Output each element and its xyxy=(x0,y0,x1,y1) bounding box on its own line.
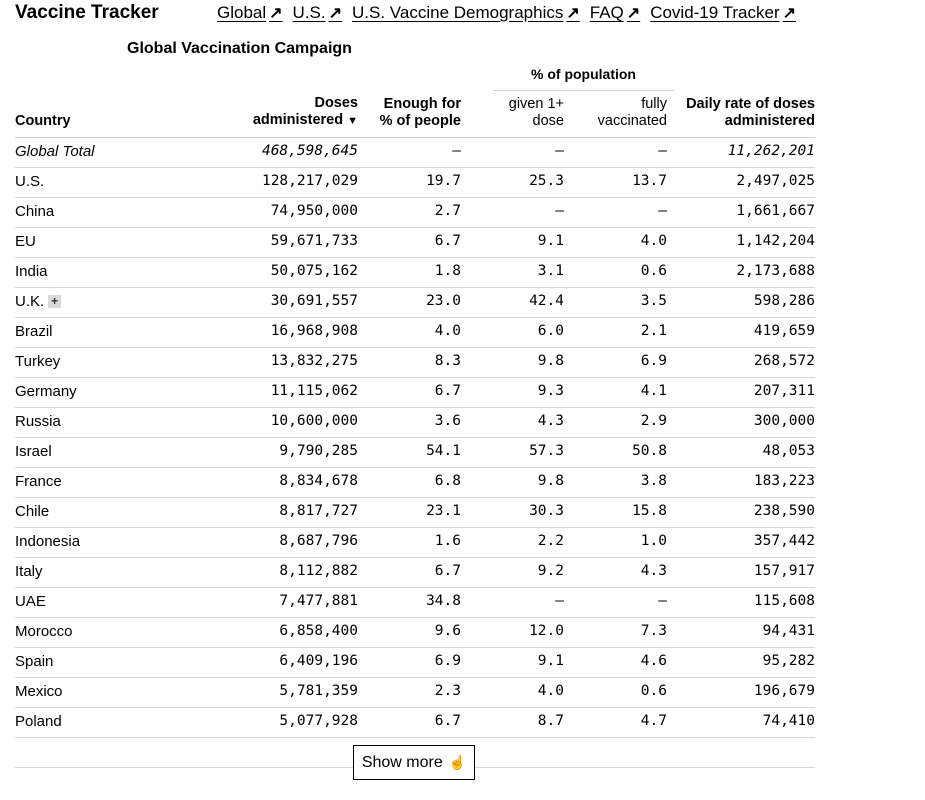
cell-country: Brazil xyxy=(15,323,53,340)
cell-enough: 9.6 xyxy=(434,623,461,639)
cell-enough: 6.7 xyxy=(434,233,461,249)
top-nav xyxy=(15,2,815,26)
cell-doses: 13,832,275 xyxy=(270,353,358,369)
table-row-global-total xyxy=(15,138,815,168)
col-header-country[interactable]: Country xyxy=(15,113,71,129)
cell-doses: 8,687,796 xyxy=(279,533,358,549)
nav-link-us-demographics[interactable] xyxy=(352,3,580,23)
cell-fully: 4.0 xyxy=(640,233,667,249)
cell-country: Turkey xyxy=(15,353,61,370)
cell-enough: 34.8 xyxy=(426,593,461,609)
cell-country: U.K. + xyxy=(15,293,61,310)
cell-country: Germany xyxy=(15,383,77,400)
table-row xyxy=(15,378,815,408)
cell-given: 9.2 xyxy=(537,563,564,579)
cell-doses: 128,217,029 xyxy=(261,173,358,189)
arrow-up-right-icon: ↗ xyxy=(626,5,641,22)
table-row xyxy=(15,528,815,558)
cell-fully: 7.3 xyxy=(640,623,667,639)
cell-doses: 9,790,285 xyxy=(279,443,358,459)
table-row xyxy=(15,258,815,288)
population-group-header: % of population xyxy=(531,66,636,82)
cell-fully: – xyxy=(658,143,667,159)
cell-country: China xyxy=(15,203,55,220)
cell-enough: 3.6 xyxy=(434,413,461,429)
cell-doses: 10,600,000 xyxy=(270,413,358,429)
nav-link-label: U.S. Vaccine Demographics xyxy=(352,3,564,22)
cell-daily: 74,410 xyxy=(762,713,815,729)
cell-enough: 19.7 xyxy=(426,173,461,189)
cell-enough: 1.8 xyxy=(434,263,461,279)
table-row xyxy=(15,438,815,468)
arrow-up-right-icon: ↗ xyxy=(782,5,797,22)
cell-doses: 6,858,400 xyxy=(279,623,358,639)
table-header-row xyxy=(15,96,815,138)
cell-enough: 6.8 xyxy=(434,473,461,489)
arrow-up-right-icon: ↗ xyxy=(566,5,580,22)
cell-given: 9.3 xyxy=(537,383,564,399)
cell-given: 4.0 xyxy=(537,683,564,699)
sort-desc-icon: ▼ xyxy=(347,115,358,127)
nav-link-label: U.S. xyxy=(292,3,326,22)
cell-daily: 1,142,204 xyxy=(736,233,815,249)
col-header-enough[interactable]: Enough for % of people xyxy=(379,96,461,129)
cell-fully: 4.6 xyxy=(640,653,667,669)
table-row xyxy=(15,348,815,378)
cell-enough: 54.1 xyxy=(426,443,461,459)
cell-fully: 50.8 xyxy=(632,443,667,459)
cell-daily: 95,282 xyxy=(762,653,815,669)
cell-country: Indonesia xyxy=(15,533,81,550)
cell-country: EU xyxy=(15,233,36,250)
cell-enough: 6.7 xyxy=(434,383,461,399)
cell-daily: 300,000 xyxy=(753,413,815,429)
vaccination-table xyxy=(15,96,815,768)
cell-fully: 0.6 xyxy=(640,263,667,279)
cell-given: 25.3 xyxy=(529,173,564,189)
pointer-hand-icon: ☝ xyxy=(448,754,467,770)
table-row xyxy=(15,288,815,318)
cell-given: – xyxy=(555,203,564,219)
cell-enough: 6.9 xyxy=(434,653,461,669)
cell-given: 8.7 xyxy=(537,713,564,729)
cell-daily: 2,173,688 xyxy=(736,263,815,279)
cell-fully: – xyxy=(658,203,667,219)
cell-country: Russia xyxy=(15,413,61,430)
cell-enough: 6.7 xyxy=(434,713,461,729)
table-row xyxy=(15,318,815,348)
cell-enough: 1.6 xyxy=(434,533,461,549)
cell-given: – xyxy=(555,593,564,609)
cell-given: 6.0 xyxy=(537,323,564,339)
cell-given: 4.3 xyxy=(537,413,564,429)
cell-enough: – xyxy=(452,143,461,159)
cell-country: Spain xyxy=(15,653,54,670)
show-more-label: Show more xyxy=(361,753,443,771)
cell-fully: 4.7 xyxy=(640,713,667,729)
cell-enough: 2.7 xyxy=(434,203,461,219)
cell-daily: 268,572 xyxy=(753,353,815,369)
cell-fully: 4.1 xyxy=(640,383,667,399)
cell-given: 57.3 xyxy=(529,443,564,459)
cell-fully: 6.9 xyxy=(640,353,667,369)
group-header-divider xyxy=(493,90,674,91)
nav-link-faq[interactable] xyxy=(590,3,640,23)
cell-daily: 1,661,667 xyxy=(736,203,815,219)
cell-country: Chile xyxy=(15,503,50,520)
cell-country: U.S. xyxy=(15,173,45,190)
cell-doses: 5,077,928 xyxy=(279,713,358,729)
table-row xyxy=(15,228,815,258)
cell-given: 42.4 xyxy=(529,293,564,309)
brand-title[interactable]: Vaccine Tracker xyxy=(15,2,159,23)
cell-given: – xyxy=(555,143,564,159)
table-row xyxy=(15,168,815,198)
cell-doses: 74,950,000 xyxy=(270,203,358,219)
table-row xyxy=(15,588,815,618)
cell-enough: 23.1 xyxy=(426,503,461,519)
nav-link-covid-tracker[interactable] xyxy=(650,3,796,23)
cell-fully: 3.8 xyxy=(640,473,667,489)
cell-doses: 30,691,557 xyxy=(270,293,358,309)
nav-link-label: Global xyxy=(217,3,267,22)
nav-link-us[interactable] xyxy=(293,3,342,23)
cell-fully: 4.3 xyxy=(640,563,667,579)
cell-given: 30.3 xyxy=(529,503,564,519)
table-row xyxy=(15,198,815,228)
cell-fully: 2.1 xyxy=(640,323,667,339)
cell-daily: 598,286 xyxy=(753,293,815,309)
cell-doses: 6,409,196 xyxy=(279,653,358,669)
expand-plus-icon[interactable]: + xyxy=(48,295,61,308)
cell-daily: 196,679 xyxy=(753,683,815,699)
cell-fully: 13.7 xyxy=(632,173,667,189)
col-header-doses[interactable]: Doses administered ▼ xyxy=(252,95,358,128)
cell-country: Italy xyxy=(15,563,43,580)
table-row xyxy=(15,498,815,528)
cell-daily: 2,497,025 xyxy=(736,173,815,189)
table-row xyxy=(15,468,815,498)
col-header-fully[interactable]: fully vaccinated xyxy=(597,96,667,129)
cell-given: 9.8 xyxy=(537,353,564,369)
cell-fully: 0.6 xyxy=(640,683,667,699)
cell-daily: 94,431 xyxy=(762,623,815,639)
col-header-given[interactable]: given 1+ dose xyxy=(508,96,564,129)
table-row xyxy=(15,678,815,708)
cell-doses: 59,671,733 xyxy=(270,233,358,249)
cell-doses: 50,075,162 xyxy=(270,263,358,279)
cell-fully: – xyxy=(658,593,667,609)
nav-link-label: Covid-19 Tracker xyxy=(650,3,780,22)
cell-doses: 5,781,359 xyxy=(279,683,358,699)
cell-country: Israel xyxy=(15,443,52,460)
cell-country: Mexico xyxy=(15,683,63,700)
cell-given: 3.1 xyxy=(537,263,564,279)
table-row xyxy=(15,708,815,738)
cell-given: 12.0 xyxy=(529,623,564,639)
table-row xyxy=(15,648,815,678)
cell-daily: 11,262,201 xyxy=(727,143,815,159)
table-row xyxy=(15,408,815,438)
cell-given: 9.1 xyxy=(537,653,564,669)
nav-links xyxy=(217,3,806,23)
cell-daily: 357,442 xyxy=(753,533,815,549)
cell-country: Global Total xyxy=(15,143,95,160)
cell-country: UAE xyxy=(15,593,46,610)
cell-daily: 157,917 xyxy=(753,563,815,579)
cell-doses: 16,968,908 xyxy=(270,323,358,339)
cell-doses: 468,598,645 xyxy=(261,143,358,159)
table-title: Global Vaccination Campaign xyxy=(127,40,352,57)
cell-fully: 15.8 xyxy=(632,503,667,519)
cell-doses: 8,817,727 xyxy=(279,503,358,519)
arrow-up-right-icon: ↗ xyxy=(328,5,343,22)
cell-fully: 2.9 xyxy=(640,413,667,429)
cell-given: 9.8 xyxy=(537,473,564,489)
cell-enough: 23.0 xyxy=(426,293,461,309)
nav-link-label: FAQ xyxy=(589,3,624,22)
table-row xyxy=(15,618,815,648)
col-header-daily[interactable]: Daily rate of doses administered xyxy=(686,96,815,129)
table-row xyxy=(15,558,815,588)
cell-doses: 11,115,062 xyxy=(270,383,358,399)
cell-daily: 419,659 xyxy=(753,323,815,339)
cell-country: India xyxy=(15,263,48,280)
cell-daily: 183,223 xyxy=(753,473,815,489)
cell-doses: 8,834,678 xyxy=(279,473,358,489)
cell-enough: 8.3 xyxy=(434,353,461,369)
cell-country: Morocco xyxy=(15,623,73,640)
cell-enough: 6.7 xyxy=(434,563,461,579)
cell-daily: 48,053 xyxy=(762,443,815,459)
cell-daily: 207,311 xyxy=(753,383,815,399)
cell-fully: 3.5 xyxy=(640,293,667,309)
cell-fully: 1.0 xyxy=(640,533,667,549)
cell-enough: 2.3 xyxy=(434,683,461,699)
cell-doses: 8,112,882 xyxy=(279,563,358,579)
nav-link-global[interactable] xyxy=(217,3,283,23)
cell-country: Poland xyxy=(15,713,62,730)
arrow-up-right-icon: ↗ xyxy=(269,5,283,22)
cell-enough: 4.0 xyxy=(434,323,461,339)
cell-daily: 115,608 xyxy=(753,593,815,609)
cell-given: 2.2 xyxy=(537,533,564,549)
show-more-button[interactable] xyxy=(353,745,475,780)
cell-country: France xyxy=(15,473,62,490)
cell-given: 9.1 xyxy=(537,233,564,249)
cell-daily: 238,590 xyxy=(753,503,815,519)
cell-doses: 7,477,881 xyxy=(279,593,358,609)
